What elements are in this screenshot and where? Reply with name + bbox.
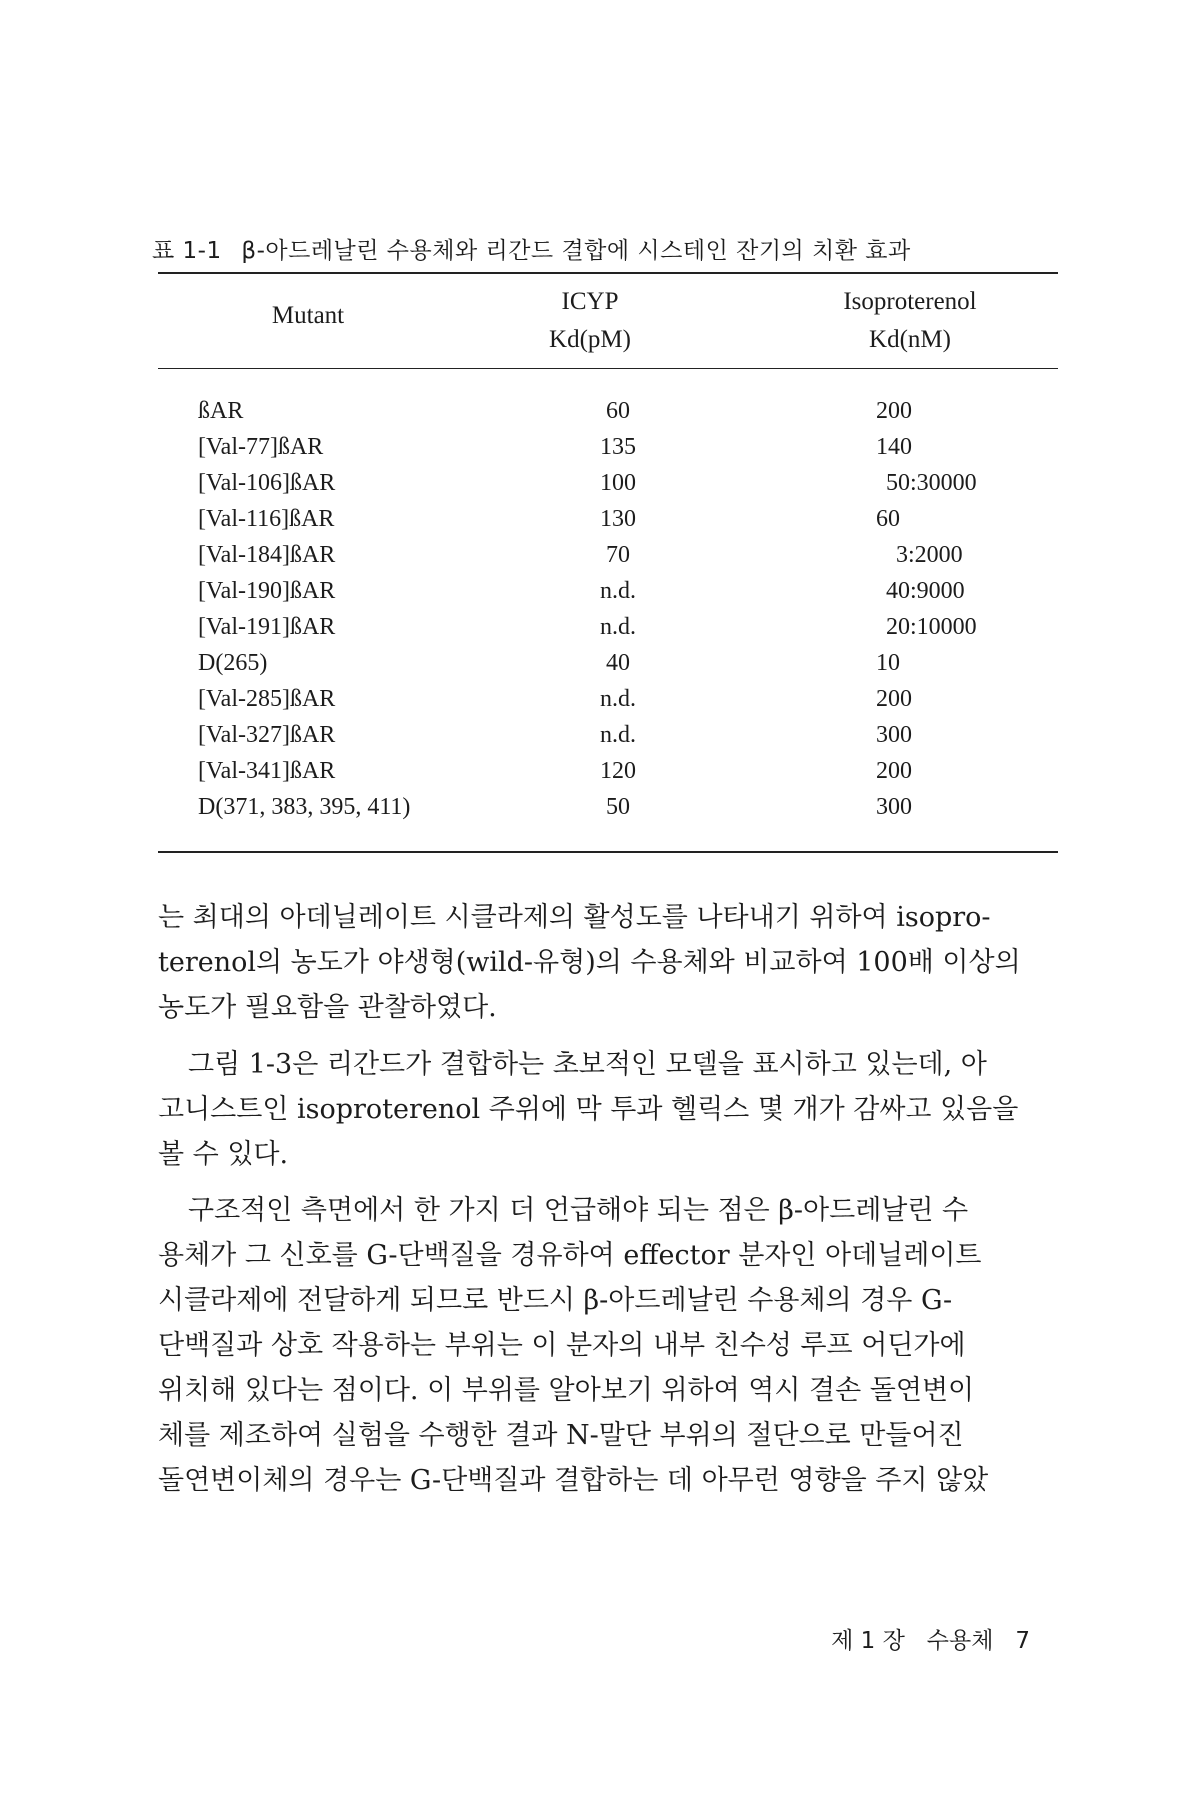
table-row <box>158 650 1058 686</box>
table-row <box>158 434 1058 470</box>
cell-mutant: [Val-191]ßAR <box>198 614 336 640</box>
text-line: 구조적인 측면에서 한 가지 더 언급해야 되는 점은 β-아드레날린 수 <box>188 1195 969 1226</box>
table-row <box>158 506 1058 542</box>
text-line: 돌연변이체의 경우는 G-단백질과 결합하는 데 아무런 영향을 주지 않았 <box>158 1465 989 1496</box>
table-row <box>158 470 1058 506</box>
header-mutant: Mutant <box>271 302 345 329</box>
header-icyp-unit: Kd(pM) <box>549 326 631 353</box>
table-row <box>158 398 1058 434</box>
page-footer <box>700 1622 1030 1655</box>
cell-icyp: 130 <box>600 506 636 532</box>
cell-mutant: [Val-116]ßAR <box>198 506 335 532</box>
cell-isoproterenol: 40:9000 <box>886 578 965 604</box>
text-line: 농도가 필요함을 관찰하였다. <box>158 992 497 1023</box>
cell-icyp: 100 <box>600 470 636 496</box>
text-line: 고니스트인 isoproterenol 주위에 막 투과 헬릭스 몇 개가 감싸고 있음을 <box>158 1094 1019 1125</box>
cell-isoproterenol: 300 <box>876 722 912 748</box>
table-row <box>158 758 1058 794</box>
table-row <box>158 722 1058 758</box>
cell-mutant: ßAR <box>198 398 244 424</box>
table-row <box>158 614 1058 650</box>
paragraph-2 <box>158 1042 1058 1177</box>
header-icyp: ICYP <box>561 288 619 315</box>
cell-icyp: 50 <box>606 794 630 820</box>
text-line: 체를 제조하여 실험을 수행한 결과 N-말단 부위의 절단으로 만들어진 <box>158 1420 964 1451</box>
header-isoproterenol: Isoproterenol <box>843 288 977 315</box>
cell-mutant: [Val-285]ßAR <box>198 686 336 712</box>
cell-isoproterenol: 200 <box>876 758 912 784</box>
cell-mutant: [Val-190]ßAR <box>198 578 336 604</box>
cell-mutant: [Val-106]ßAR <box>198 470 336 496</box>
cell-mutant: [Val-341]ßAR <box>198 758 336 784</box>
table-row <box>158 686 1058 722</box>
cell-icyp: n.d. <box>600 722 636 748</box>
table-row <box>158 794 1058 830</box>
chapter-label: 제 1 장 <box>831 1628 905 1654</box>
cell-icyp: n.d. <box>600 614 636 640</box>
table-row <box>158 542 1058 578</box>
cell-isoproterenol: 20:10000 <box>886 614 977 640</box>
cell-isoproterenol: 140 <box>876 434 912 460</box>
paragraph-3 <box>158 1188 1058 1503</box>
text-line: 시클라제에 전달하게 되므로 반드시 β-아드레날린 수용체의 경우 G- <box>158 1285 953 1316</box>
text-line: 그림 1-3은 리간드가 결합하는 초보적인 모델을 표시하고 있는데, 아 <box>188 1049 987 1080</box>
text-line: terenol의 농도가 야생형(wild-유형)의 수용체와 비교하여 100배 이상의 <box>158 947 1021 978</box>
cell-isoproterenol: 50:30000 <box>886 470 977 496</box>
cell-icyp: 60 <box>606 398 630 424</box>
table-number: 표 1-1 <box>152 238 222 264</box>
header-isoproterenol-unit: Kd(nM) <box>869 326 951 353</box>
table-row <box>158 578 1058 614</box>
text-line: 위치해 있다는 점이다. 이 부위를 알아보기 위하여 역시 결손 돌연변이 <box>158 1375 975 1406</box>
page-number: 7 <box>1015 1628 1030 1654</box>
table-caption <box>152 232 1052 265</box>
cell-mutant: [Val-184]ßAR <box>198 542 336 568</box>
text-line: 용체가 그 신호를 G-단백질을 경유하여 effector 분자인 아데닐레이트 <box>158 1240 982 1271</box>
cell-isoproterenol: 60 <box>876 506 900 532</box>
cell-isoproterenol: 200 <box>876 398 912 424</box>
cell-isoproterenol: 200 <box>876 686 912 712</box>
cell-mutant: D(265) <box>198 650 268 676</box>
cell-icyp: n.d. <box>600 578 636 604</box>
cell-mutant: [Val-327]ßAR <box>198 722 336 748</box>
text-line: 는 최대의 아데닐레이트 시클라제의 활성도를 나타내기 위하여 isopro- <box>158 902 991 933</box>
paragraph-1 <box>158 895 1058 1030</box>
cell-isoproterenol: 3:2000 <box>896 542 963 568</box>
table-top-rule <box>158 272 1058 274</box>
cell-isoproterenol: 10 <box>876 650 900 676</box>
cell-isoproterenol: 300 <box>876 794 912 820</box>
cell-icyp: 40 <box>606 650 630 676</box>
table-title: β-아드레날린 수용체와 리간드 결합에 시스테인 잔기의 치환 효과 <box>241 238 911 264</box>
text-line: 볼 수 있다. <box>158 1139 289 1170</box>
cell-icyp: 70 <box>606 542 630 568</box>
table-bottom-rule <box>158 851 1058 853</box>
cell-icyp: n.d. <box>600 686 636 712</box>
cell-icyp: 135 <box>600 434 636 460</box>
cell-mutant: D(371, 383, 395, 411) <box>198 794 411 820</box>
chapter-title: 수용체 <box>926 1628 994 1654</box>
cell-icyp: 120 <box>600 758 636 784</box>
cell-mutant: [Val-77]ßAR <box>198 434 324 460</box>
text-line: 단백질과 상호 작용하는 부위는 이 분자의 내부 친수성 루프 어딘가에 <box>158 1330 966 1361</box>
table-header-rule <box>158 368 1058 369</box>
